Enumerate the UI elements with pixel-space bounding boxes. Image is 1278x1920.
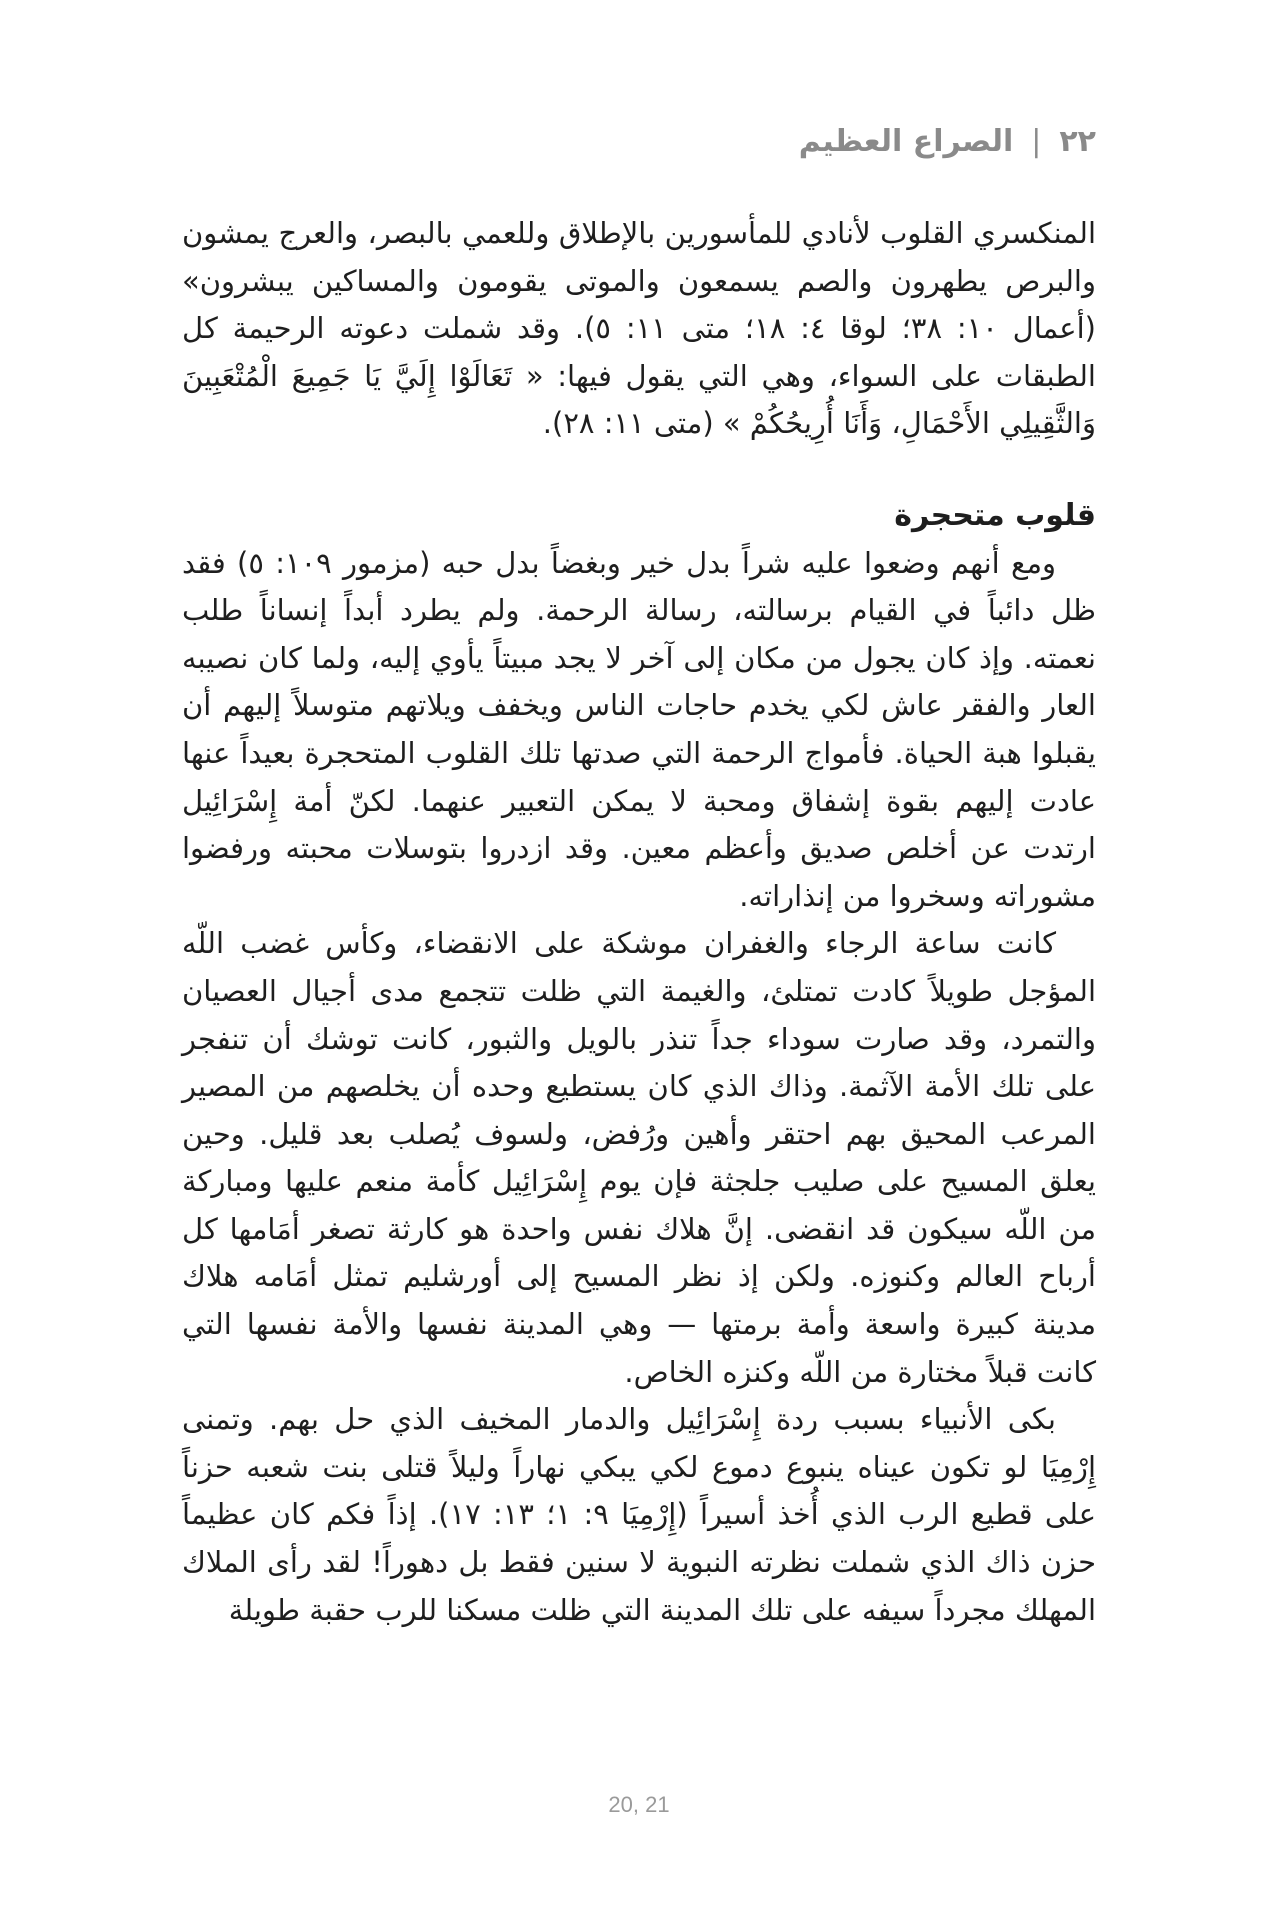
header-book-title: الصراع العظيم [798, 123, 1014, 159]
opening-paragraph: المنكسري القلوب لأنادي للمأسورين بالإطلاق وللعمي بالبصر، والعرج يمشون والبرص يطهرون والصم يسمعون والموتى يقومون والمساكين يبشرون» (أعمال ١٠: ٣٨؛ لوقا ٤: ١٨؛ متى ١١: ٥). وقد شملت دعوته الرحيمة كل الطبقات على السواء، وهي التي يقول فيها: « تَعَالَوْا إِلَيَّ يَا جَمِيعَ الْمُتْعَبِينَ وَالثَّقِيلِي الأَحْمَالِ، وَأَنَا أُرِيحُكُمْ » (متى ١١: ٢٨). [182, 216, 1096, 441]
body-paragraph-3: بكى الأنبياء بسبب ردة إِسْرَائِيل والدمار المخيف الذي حل بهم. وتمنى إِرْمِيَا لو تكون عيناه ينبوع دموع لكي يبكي نهاراً وليلاً قتلى بنت شعبه حزناً على قطيع الرب الذي أُخذ أسيراً (إِرْمِيَا ٩: ١؛ ١٣: ١٧). إذاً فكم كان عظيماً حزن ذاك الذي شملت نظرته النبوية لا سنين فقط بل دهوراً! لقد رأى الملاك المهلك مجرداً سيفه على تلك المدينة التي ظلت مسكنا للرب حقبة طويلة [182, 1402, 1097, 1627]
header-page-number: ٢٢ [1059, 123, 1096, 159]
running-header [182, 118, 1096, 164]
main-text [182, 210, 1096, 1634]
body-paragraph-2: كانت ساعة الرجاء والغفران موشكة على الانقضاء، وكأس غضب اللّه المؤجل طويلاً كادت تمتلئ، والغيمة التي ظلت تتجمع مدى أجيال العصيان والتمرد، وقد صارت سوداء جداً تنذر بالويل والثبور، كانت توشك أن تنفجر على تلك الأمة الآثمة. وذاك الذي كان يستطيع وحده أن يخلصهم من المصير المرعب المحيق بهم احتقر وأهين ورُفض، ولسوف يُصلب بعد قليل. وحين يعلق المسيح على صليب جلجثة فإن يوم إِسْرَائِيل كأمة منعم عليها ومباركة من اللّه سيكون قد انقضى. إنَّ هلاك نفس واحدة هو كارثة تصغر أمَامها كل أرباح العالم وكنوزه. ولكن إذ نظر المسيح إلى أورشليم تمثل أمَامه هلاك مدينة كبيرة واسعة وأمة برمتها — وهي المدينة نفسها والأمة نفسها التي كانت قبلاً مختارة من اللّه وكنزه الخاص. [182, 926, 1096, 1389]
header-separator: | [1031, 123, 1042, 159]
body-paragraph-1: ومع أنهم وضعوا عليه شراً بدل خير وبغضاً بدل حبه (مزمور ١٠٩: ٥) فقد ظل دائباً في القيام برسالته، رسالة الرحمة. ولم يطرد أبداً إنساناً طلب نعمته. وإذ كان يجول من مكان إلى آخر لا يجد مبيتاً يأوي إليه، ولما كان نصيبه العار والفقر عاش لكي يخدم حاجات الناس ويخفف ويلاتهم متوسلاً إليهم أن يقبلوا هبة الحياة. فأمواج الرحمة التي صدتها تلك القلوب المتحجرة بعيداً عنها عادت إليهم بقوة إشفاق ومحبة لا يمكن التعبير عنهما. لكنّ أمة إِسْرَائِيل ارتدت عن أخلص صديق وأعظم معين. وقد ازدروا بتوسلات محبته ورفضوا مشوراته وسخروا من إنذاراته. [182, 545, 1096, 913]
page-folio: 20, 21 [608, 1792, 670, 1817]
section-heading: قلوب متحجرة [894, 497, 1096, 533]
